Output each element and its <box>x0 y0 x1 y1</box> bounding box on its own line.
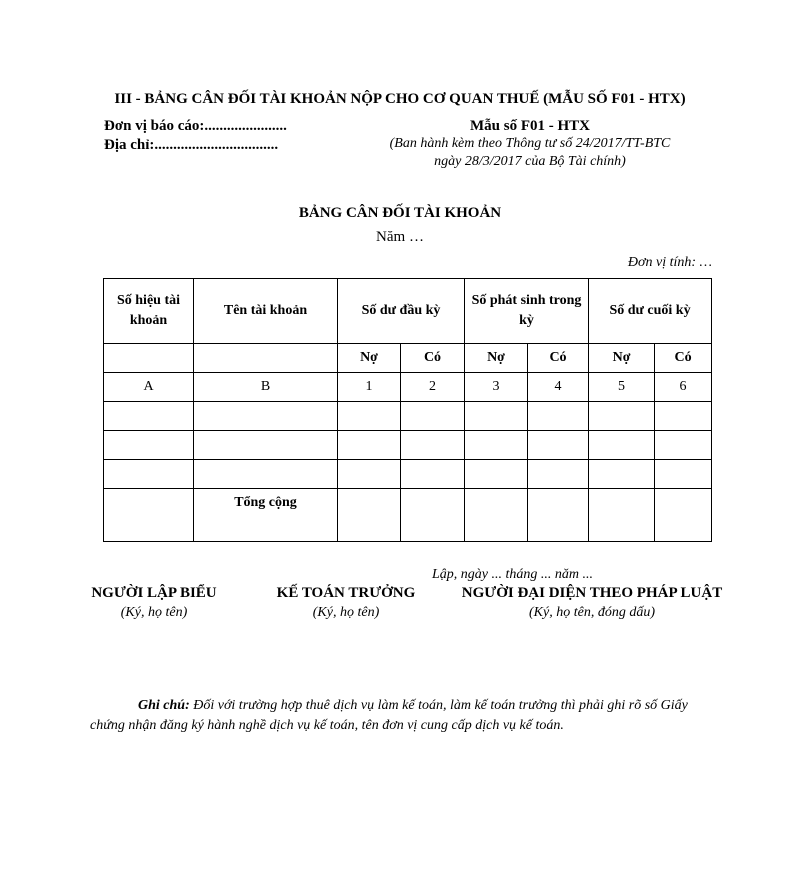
table-cell <box>528 460 589 489</box>
chief-accountant-title: KẾ TOÁN TRƯỞNG <box>276 585 416 601</box>
table-cell <box>528 402 589 431</box>
table-cell <box>655 402 712 431</box>
header-period-movement: Số phát sinh trong kỳ <box>465 279 589 344</box>
header-account-name: Tên tài khoản <box>194 279 338 344</box>
table-cell <box>528 431 589 460</box>
sheet-year: Năm … <box>376 229 424 245</box>
legal-representative-sign-hint: (Ký, họ tên, đóng dấu) <box>529 605 655 620</box>
table-cell <box>104 489 194 542</box>
issued-by-line-2: ngày 28/3/2017 của Bộ Tài chính) <box>434 154 626 169</box>
table-cell <box>194 344 338 373</box>
place-date-line: Lập, ngày ... tháng ... năm ... <box>432 567 593 582</box>
table-cell <box>465 460 528 489</box>
column-code: 1 <box>338 373 401 402</box>
table-row <box>104 431 712 460</box>
table-cell <box>465 431 528 460</box>
table-cell <box>338 431 401 460</box>
header-debit: Nợ <box>338 344 401 373</box>
address-label: Địa chỉ:................................. <box>104 137 279 153</box>
column-code: 6 <box>655 373 712 402</box>
header-debit: Nợ <box>589 344 655 373</box>
balance-table <box>103 278 712 542</box>
table-cell <box>194 460 338 489</box>
unit-of-measure: Đơn vị tính: … <box>627 255 712 270</box>
table-cell <box>401 489 465 542</box>
table-cell <box>465 489 528 542</box>
table-row <box>104 402 712 431</box>
form-number: Mẫu số F01 - HTX <box>470 118 590 134</box>
table-row <box>104 460 712 489</box>
table-cell <box>338 489 401 542</box>
issued-by-line-1: (Ban hành kèm theo Thông tư số 24/2017/TT-BTC <box>389 136 671 151</box>
table-cell <box>401 402 465 431</box>
note-text: Đối với trường hợp thuê dịch vụ làm kế toán, làm kế toán trưởng thì phải ghi rõ số Giấy chứng nhận đăng ký hành nghề dịch vụ kế toán, tên đơn vị cung cấp dịch vụ kế toán. <box>90 698 688 733</box>
table-cell <box>655 431 712 460</box>
table-cell <box>104 344 194 373</box>
header-opening-balance: Số dư đầu kỳ <box>338 279 465 344</box>
table-cell <box>338 402 401 431</box>
column-code: 5 <box>589 373 655 402</box>
header-credit: Có <box>528 344 589 373</box>
header-closing-balance: Số dư cuối kỳ <box>589 279 712 344</box>
header-credit: Có <box>655 344 712 373</box>
table-cell <box>338 460 401 489</box>
table-subheader-row <box>104 344 712 373</box>
table-cell <box>589 402 655 431</box>
table-cell <box>401 431 465 460</box>
table-header-row <box>104 279 712 344</box>
table-cell <box>104 431 194 460</box>
preparer-title: NGƯỜI LẬP BIỂU <box>91 585 217 601</box>
column-code: 3 <box>465 373 528 402</box>
table-code-row <box>104 373 712 402</box>
document-title: III - BẢNG CÂN ĐỐI TÀI KHOẢN NỘP CHO CƠ QUAN THUẾ (MẪU SỐ F01 - HTX) <box>114 91 686 107</box>
table-cell <box>194 402 338 431</box>
table-cell <box>655 460 712 489</box>
table-cell <box>589 431 655 460</box>
table-cell <box>104 460 194 489</box>
total-label: Tổng cộng <box>194 489 338 542</box>
column-code: 2 <box>401 373 465 402</box>
table-cell <box>589 489 655 542</box>
table-cell <box>589 460 655 489</box>
legal-representative-title: NGƯỜI ĐẠI DIỆN THEO PHÁP LUẬT <box>461 585 723 601</box>
table-cell <box>655 489 712 542</box>
sheet-title: BẢNG CÂN ĐỐI TÀI KHOẢN <box>298 205 502 221</box>
preparer-sign-hint: (Ký, họ tên) <box>120 605 188 620</box>
column-code: 4 <box>528 373 589 402</box>
reporting-unit-label: Đơn vị báo cáo:...................... <box>104 118 287 134</box>
header-account-no: Số hiệu tài khoản <box>104 279 194 344</box>
table-cell <box>465 402 528 431</box>
chief-accountant-sign-hint: (Ký, họ tên) <box>312 605 380 620</box>
table-cell <box>194 431 338 460</box>
column-code: B <box>194 373 338 402</box>
column-code: A <box>104 373 194 402</box>
header-credit: Có <box>401 344 465 373</box>
table-cell <box>401 460 465 489</box>
table-total-row <box>104 489 712 542</box>
note-label: Ghi chú: <box>138 698 190 713</box>
table-cell <box>104 402 194 431</box>
text-cursor-mark <box>711 489 712 505</box>
table-cell <box>528 489 589 542</box>
note-paragraph <box>90 696 720 736</box>
header-debit: Nợ <box>465 344 528 373</box>
